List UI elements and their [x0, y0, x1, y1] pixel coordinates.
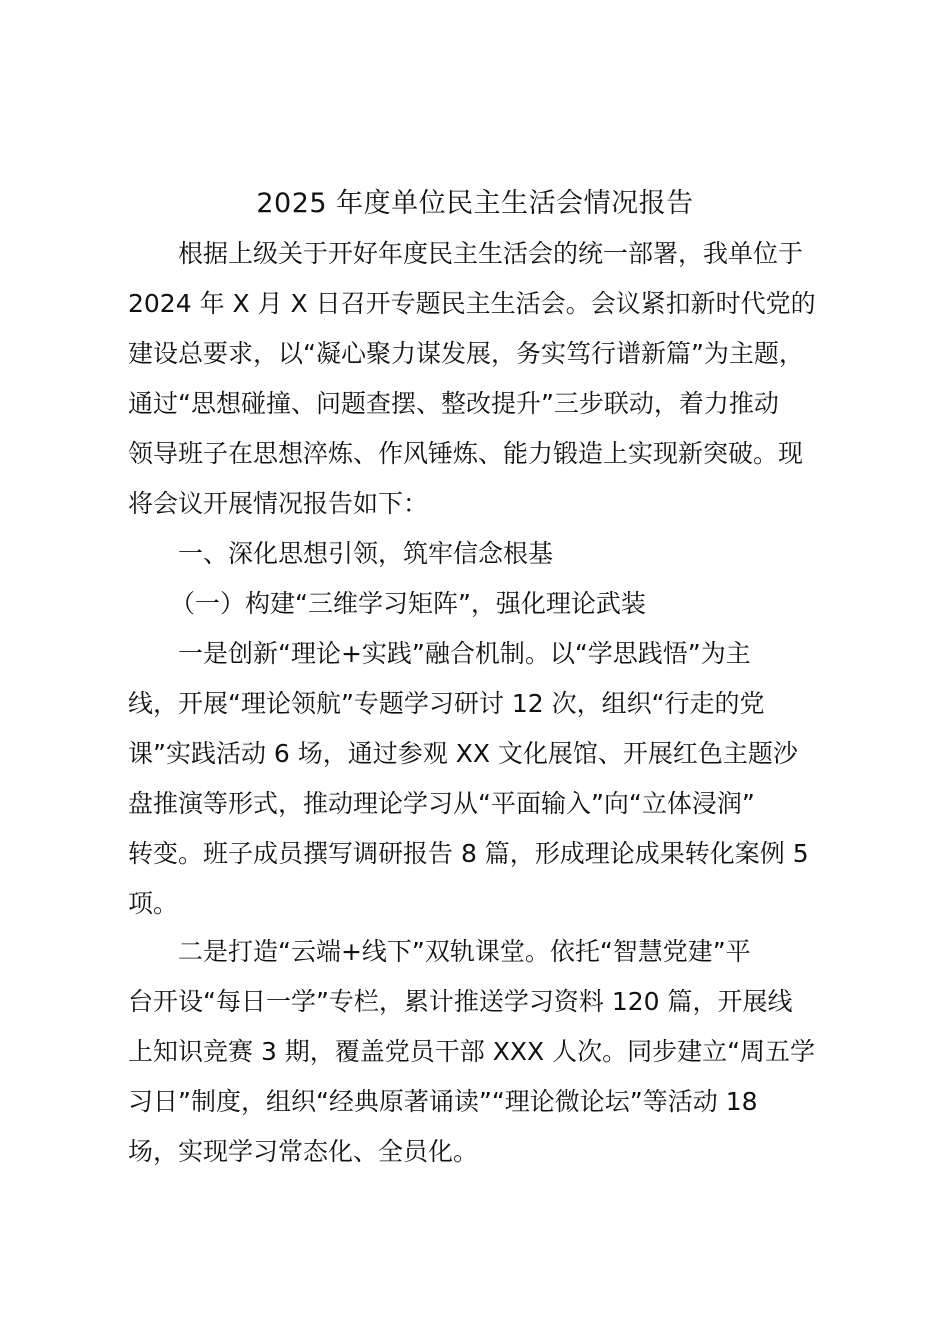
- para2-line-1: 二是打造“云端+线下”双轨课堂。依托“智慧党建”平: [178, 937, 751, 966]
- para1-line-1: 一是创新“理论+实践”融合机制。以“学思践悟”为主: [178, 639, 751, 668]
- intro-line-5: 领导班子在思想淬炼、作风锤炼、能力锻造上实现新突破。现: [128, 439, 804, 468]
- para2-line-4: 习日”制度，组织“经典原著诵读”“理论微论坛”等活动 18: [128, 1087, 758, 1116]
- para2-line-3: 上知识竞赛 3 期，覆盖党员干部 XXX 人次。同步建立“周五学: [128, 1037, 816, 1066]
- document-title: 2025 年度单位民主生活会情况报告: [256, 188, 694, 219]
- section-heading: 一、深化思想引领，筑牢信念根基: [178, 539, 554, 568]
- intro-line-4: 通过“思想碰撞、问题查摆、整改提升”三步联动，着力推动: [128, 389, 779, 418]
- para2-line-2: 台开设“每日一学”专栏，累计推送学习资料 120 篇，开展线: [128, 987, 793, 1016]
- intro-line-1: 根据上级关于开好年度民主生活会的统一部署，我单位于: [178, 239, 804, 268]
- para1-line-3: 课”实践活动 6 场，通过参观 XX 文化展馆、开展红色主题沙: [128, 739, 798, 768]
- para1-line-2: 线，开展“理论领航”专题学习研讨 12 次，组织“行走的党: [128, 689, 765, 718]
- para2-line-5: 场，实现学习常态化、全员化。: [128, 1137, 479, 1166]
- subsection-heading: （一）构建“三维学习矩阵”，强化理论武装: [170, 589, 646, 618]
- para1-line-6: 项。: [128, 889, 179, 918]
- para1-line-4: 盘推演等形式，推动理论学习从“平面输入”向“立体浸润”: [128, 789, 755, 818]
- intro-line-6: 将会议开展情况报告如下：: [128, 489, 429, 518]
- intro-line-2: 2024 年 X 月 X 日召开专题民主生活会。会议紧扣新时代党的: [128, 289, 816, 318]
- intro-line-3: 建设总要求，以“凝心聚力谋发展，务实笃行谱新篇”为主题，: [128, 339, 804, 368]
- para1-line-5: 转变。班子成员撰写调研报告 8 篇，形成理论成果转化案例 5: [128, 839, 809, 868]
